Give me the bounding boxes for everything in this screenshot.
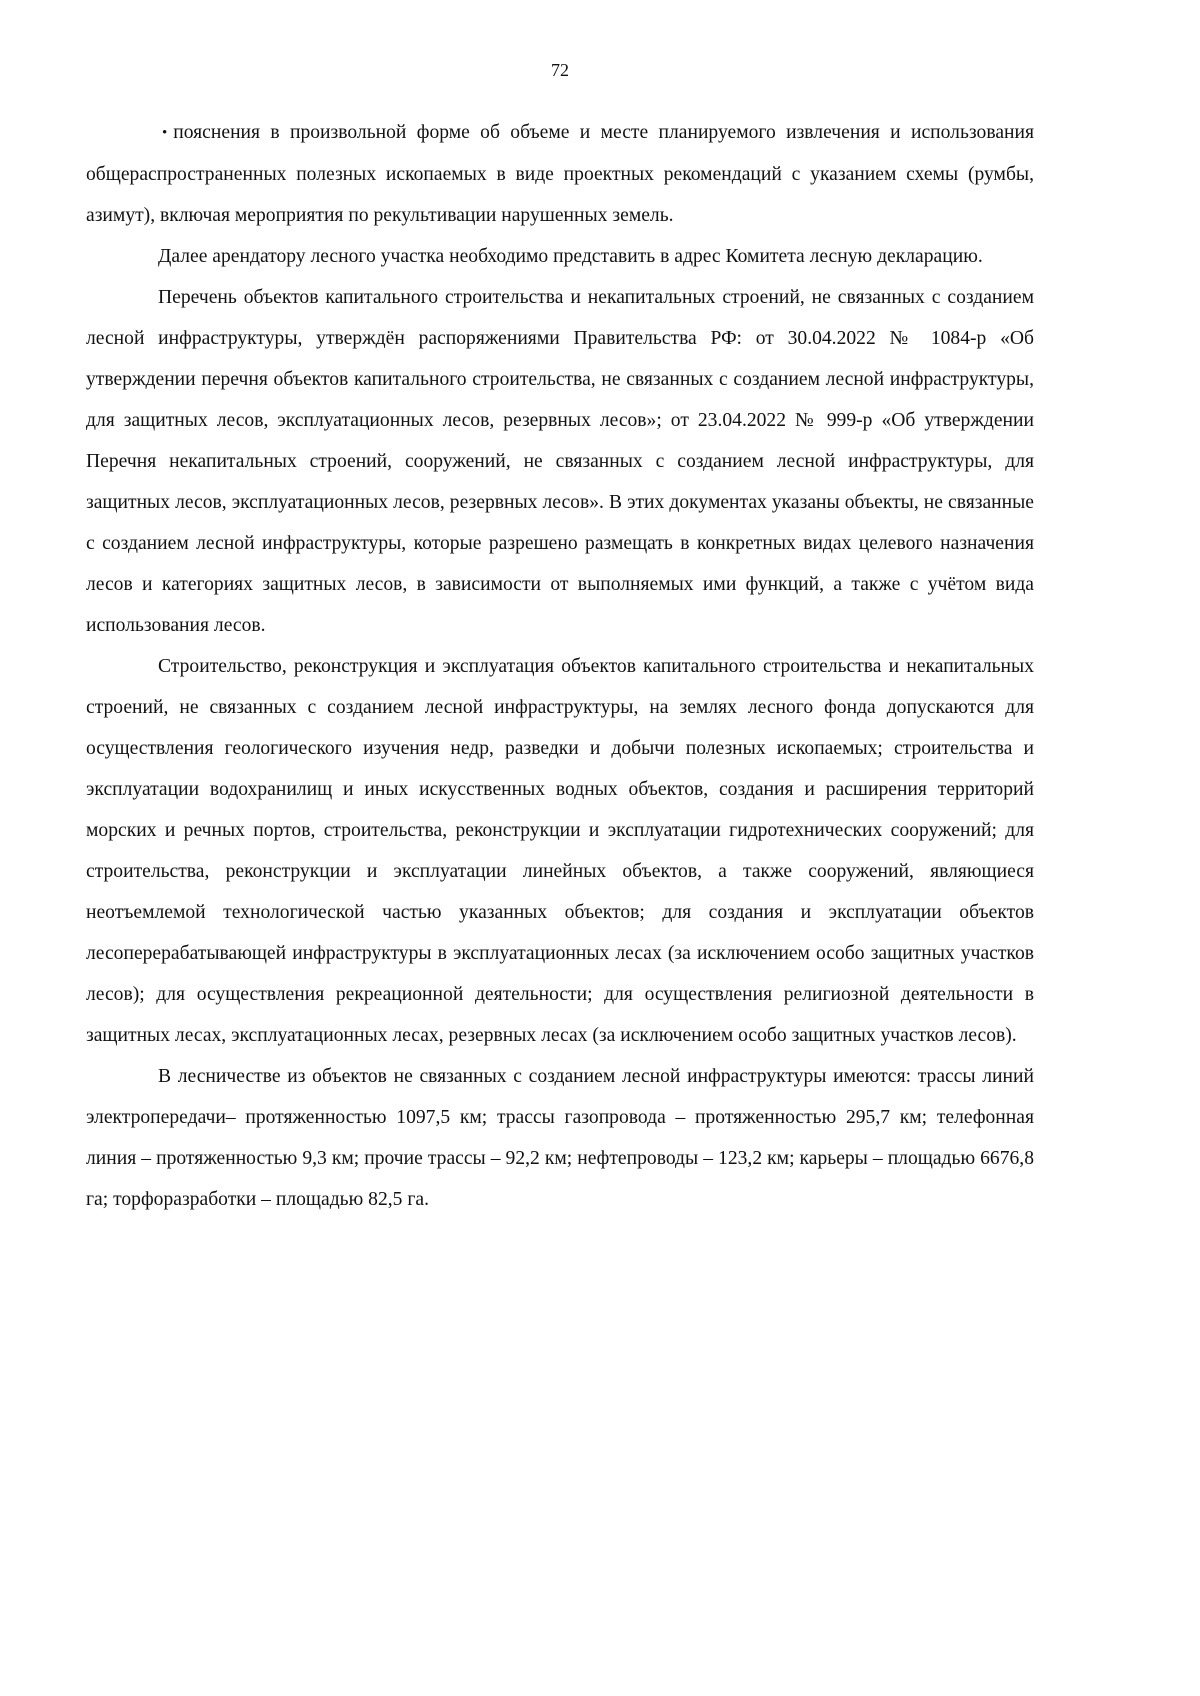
page-number: 72 — [551, 60, 569, 80]
paragraph-construction-rules: Строительство, реконструкция и эксплуатация объектов капитального строительства и некапитальных строений, не связанных с созданием лесной инфраструктуры, на землях лесного фонда допускаются для осуществления геологического изучения недр, разведки и добычи полезных ископаемых; строительства и эксплуатации водохранилищ и иных искусственных водных объектов, создания и расширения территорий морских и речных портов, строительства, реконструкции и эксплуатации гидротехнических сооружений; для строительства, реконструкции и эксплуатации линейных объектов, а также сооружений, являющиеся неотъемлемой технологической частью указанных объектов; для создания и эксплуатации объектов лесоперерабатывающей инфраструктуры в эксплуатационных лесах (за исключением особо защитных участков лесов); для осуществления рекреационной деятельности; для осуществления религиозной деятельности в защитных лесах, эксплуатационных лесах, резервных лесах (за исключением особо защитных участков лесов). — [86, 656, 1034, 1046]
paragraph-bullet-item — [86, 112, 1034, 236]
document-body — [86, 112, 1034, 1220]
paragraph-forest-declaration: Далее арендатору лесного участка необходимо представить в адрес Комитета лесную декларацию. — [158, 246, 983, 267]
paragraph-bullet-text: пояснения в произвольной форме об объеме и месте планируемого извлечения и использования общераспространенных полезных ископаемых в виде проектных рекомендаций с указанием схемы (румбы, азимут), включая мероприятия по рекультивации нарушенных земель. — [86, 122, 1034, 226]
paragraph-existing-objects: В лесничестве из объектов не связанных с созданием лесной инфраструктуры имеются: трассы линий электропередачи– протяженностью 1097,5 км; трассы газопровода – протяженностью 295,7 км; телефонная линия – протяженностью 9,3 км; прочие трассы – 92,2 км; нефтепроводы – 123,2 км; карьеры – площадью 6676,8 га; торфоразработки – площадью 82,5 га. — [86, 1066, 1034, 1210]
paragraph-objects-list: Перечень объектов капитального строительства и некапитальных строений, не связанных с созданием лесной инфраструктуры, утверждён распоряжениями Правительства РФ: от 30.04.2022 № 1084-р «Об утверждении перечня объектов капитального строительства, не связанных с созданием лесной инфраструктуры, для защитных лесов, эксплуатационных лесов, резервных лесов»; от 23.04.2022 № 999-р «Об утверждении Перечня некапитальных строений, сооружений, не связанных с созданием лесной инфраструктуры, для защитных лесов, эксплуатационных лесов, резервных лесов». В этих документах указаны объекты, не связанные с созданием лесной инфраструктуры, которые разрешено размещать в конкретных видах целевого назначения лесов и категориях защитных лесов, в зависимости от выполняемых ими функций, а также с учётом вида использования лесов. — [86, 287, 1034, 636]
bullet-icon: • — [162, 125, 168, 141]
